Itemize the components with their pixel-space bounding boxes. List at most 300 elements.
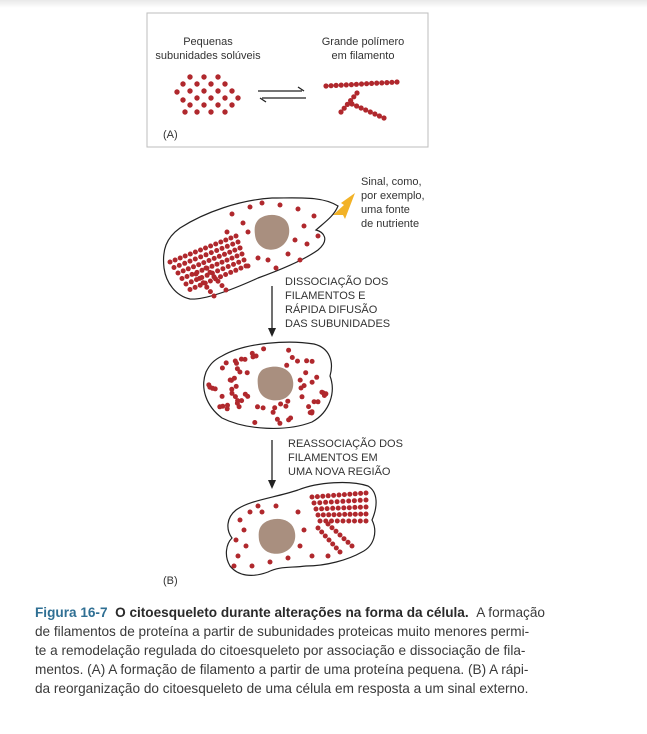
subunit-dot: [323, 500, 328, 505]
subunit-dot: [228, 378, 233, 383]
subunit-dot: [359, 81, 364, 86]
subunit-dot: [286, 252, 291, 257]
dissociation-label-line2: FILAMENTOS E: [285, 290, 366, 302]
subunit-dot: [237, 370, 242, 375]
subunit-dot: [236, 260, 241, 265]
subunit-dot: [180, 97, 185, 102]
subunit-dot: [180, 276, 185, 281]
subunit-dot: [232, 248, 237, 253]
subunit-dot: [315, 494, 320, 499]
subunit-dot: [335, 499, 340, 504]
subunit-dot: [194, 95, 199, 100]
panel-b-label: (B): [163, 575, 178, 587]
subunit-dot: [353, 491, 358, 496]
subunit-dot: [186, 266, 191, 271]
subunit-dot: [349, 82, 354, 87]
subunit-dot: [208, 81, 213, 86]
subunit-dot: [229, 102, 234, 107]
subunit-dot: [352, 498, 357, 503]
subunit-dot: [268, 560, 273, 565]
subunit-dot: [191, 264, 196, 269]
subunit-dot: [181, 268, 186, 273]
subunit-dot: [277, 421, 282, 426]
subunit-dot: [233, 268, 238, 273]
signal-label-line4: de nutriente: [361, 218, 420, 230]
subunit-dot: [330, 542, 335, 547]
subunit-dot: [220, 266, 225, 271]
subunit-dot: [316, 513, 321, 518]
subunit-dot: [198, 248, 203, 253]
subunit-dot: [329, 83, 334, 88]
subunit-dot: [323, 83, 328, 88]
subunit-dot: [194, 272, 199, 277]
subunit-dot: [342, 492, 347, 497]
subunit-dot: [215, 268, 220, 273]
subunit-dot: [174, 89, 179, 94]
subunit-dot: [312, 214, 317, 219]
subunit-dot: [285, 399, 290, 404]
subunit-dot: [187, 102, 192, 107]
reassociation-label-line3: UMA NOVA REGIÃO: [288, 466, 391, 478]
subunit-dot: [317, 500, 322, 505]
subunit-dot: [327, 538, 332, 543]
subunit-dot: [193, 257, 198, 262]
panel-a-frame: [147, 13, 428, 147]
signal-label-line1: Sinal, como,: [361, 176, 422, 188]
subunit-dot: [207, 258, 212, 263]
subunits-label-line2: subunidades solúveis: [155, 50, 261, 62]
subunit-dot: [348, 512, 353, 517]
subunit-dot: [272, 405, 277, 410]
subunit-dot: [319, 530, 324, 535]
step-arrow-2: [268, 440, 276, 489]
polymer-label-line1: Grande polímero: [321, 36, 405, 48]
subunit-dot: [261, 405, 266, 410]
subunit-dot: [364, 512, 369, 517]
subunit-dot: [212, 256, 217, 261]
subunit-dot: [316, 399, 321, 404]
subunit-dot: [334, 546, 339, 551]
subunit-dot: [337, 512, 342, 517]
subunit-dot: [201, 88, 206, 93]
subunit-dot: [212, 294, 217, 299]
cell-2-nucleus: [258, 367, 294, 401]
subunit-dot: [347, 492, 352, 497]
subunit-dot: [218, 240, 223, 245]
dissociation-label-line1: DISSOCIAÇÃO DOS: [285, 276, 389, 288]
subunit-dot: [230, 242, 235, 247]
subunit-dot: [198, 254, 203, 259]
subunit-dot: [261, 346, 266, 351]
subunit-dot: [223, 238, 228, 243]
signal-label-line3: uma fonte: [361, 204, 410, 216]
subunit-dot: [204, 252, 209, 257]
subunit-dot: [341, 519, 346, 524]
panel-b: [163, 176, 425, 587]
subunit-dot: [293, 238, 298, 243]
subunit-dot: [231, 262, 236, 267]
subunit-dot: [303, 370, 308, 375]
subunit-dot: [295, 359, 300, 364]
subunit-dot: [353, 512, 358, 517]
subunit-dot: [234, 538, 239, 543]
subunit-dot: [238, 246, 243, 251]
caption-line-3: te a remodelação regulada do citoesqueleto por associação e dissociação de fila-: [35, 643, 526, 658]
subunit-dot: [320, 494, 325, 499]
subunit-dot: [208, 109, 213, 114]
subunit-dot: [213, 242, 218, 247]
subunit-dot: [204, 285, 209, 290]
subunit-dot: [212, 274, 217, 279]
subunit-dot: [229, 88, 234, 93]
subunit-dot: [286, 556, 291, 561]
subunit-dot: [352, 505, 357, 510]
subunit-dot: [248, 205, 253, 210]
subunit-dot: [314, 375, 319, 380]
subunit-dot: [284, 363, 289, 368]
subunit-dot: [189, 279, 194, 284]
subunit-dot: [234, 234, 239, 239]
subunit-dot: [252, 420, 257, 425]
subunit-dot: [363, 107, 368, 112]
subunit-dot: [339, 83, 344, 88]
subunit-dot: [182, 109, 187, 114]
subunit-dot: [298, 258, 303, 263]
subunit-dot: [316, 526, 321, 531]
subunit-dot: [350, 544, 355, 549]
subunit-dot: [222, 252, 227, 257]
subunit-dot: [346, 499, 351, 504]
subunit-dot: [177, 263, 182, 268]
subunit-dot: [183, 254, 188, 259]
cell-3-nucleus: [259, 519, 296, 554]
figure-title: O citoesqueleto durante alterações na forma da célula.: [115, 605, 469, 620]
subunit-dot: [238, 518, 243, 523]
subunit-dot: [338, 550, 343, 555]
subunit-dot: [364, 498, 369, 503]
subunit-dot: [271, 410, 276, 415]
subunit-dot: [326, 493, 331, 498]
caption-text-1: A formação: [476, 605, 545, 620]
subunit-dot: [243, 392, 248, 397]
subunit-dot: [296, 510, 301, 515]
caption-line-2: de filamentos de proteína a partir de subunidades proteicas muito menores permi-: [35, 624, 530, 639]
subunit-dot: [352, 519, 357, 524]
subunit-dot: [266, 258, 271, 263]
subunit-dot: [245, 370, 250, 375]
subunit-dot: [341, 505, 346, 510]
panel-a-label: (A): [163, 129, 178, 141]
subunit-dot: [224, 360, 229, 365]
reassociation-label-line1: REASSOCIAÇÃO DOS: [288, 438, 403, 450]
subunit-dot: [358, 505, 363, 510]
subunit-dot: [244, 544, 249, 549]
subunit-dot: [274, 504, 279, 509]
subunit-dot: [227, 250, 232, 255]
subunit-dot: [242, 528, 247, 533]
subunit-dot: [346, 519, 351, 524]
subunit-dot: [235, 254, 240, 259]
subunit-dot: [180, 81, 185, 86]
dissociation-label-line3: RÁPIDA DIFUSÃO: [285, 304, 378, 316]
subunit-dot: [299, 386, 304, 391]
subunit-dot: [354, 103, 359, 108]
subunit-dot: [298, 544, 303, 549]
subunit-dot: [209, 250, 214, 255]
dissociation-label-line4: DAS SUBUNIDADES: [285, 318, 391, 330]
subunit-dot: [296, 207, 301, 212]
subunit-dot: [243, 357, 248, 362]
subunit-dot: [278, 402, 283, 407]
subunit-dot: [310, 380, 315, 385]
subunit-dot: [316, 234, 321, 239]
subunit-dot: [201, 102, 206, 107]
subunit-dot: [358, 519, 363, 524]
subunit-dot: [217, 404, 222, 409]
subunit-dot: [187, 74, 192, 79]
subunit-dot: [188, 259, 193, 264]
subunit-dot: [204, 266, 209, 271]
subunit-dot: [358, 512, 363, 517]
subunit-dot: [214, 248, 219, 253]
subunit-dot: [225, 230, 230, 235]
subunit-dot: [346, 540, 351, 545]
subunit-dot: [222, 81, 227, 86]
subunit-dot: [201, 280, 206, 285]
subunit-dot: [220, 260, 225, 265]
subunit-dot: [250, 351, 255, 356]
subunit-dot: [188, 287, 193, 292]
subunit-dot: [239, 398, 244, 403]
subunit-dot: [354, 82, 359, 87]
panel-a: [147, 13, 428, 147]
subunit-dot: [182, 261, 187, 266]
subunit-dot: [306, 404, 311, 409]
subunit-dot: [241, 221, 246, 226]
subunit-dot: [230, 212, 235, 217]
subunit-dot: [176, 271, 181, 276]
subunit-dot: [226, 264, 231, 269]
subunit-dot: [319, 390, 324, 395]
subunit-dot: [188, 252, 193, 257]
subunit-dot: [288, 416, 293, 421]
subunit-dot: [215, 102, 220, 107]
subunit-dot: [290, 355, 295, 360]
subunit-dot: [196, 262, 201, 267]
subunit-dot: [260, 201, 265, 206]
subunit-dot: [203, 246, 208, 251]
subunit-dot: [305, 242, 310, 247]
caption-line-5: da reorganização do citoesqueleto de uma célula em resposta a um sinal externo.: [35, 681, 529, 696]
subunit-dot: [374, 81, 379, 86]
subunit-dot: [260, 510, 265, 515]
subunit-dot: [377, 113, 382, 118]
subunit-dot: [335, 519, 340, 524]
subunit-dot: [330, 506, 335, 511]
subunit-dot: [217, 254, 222, 259]
subunit-dot: [225, 244, 230, 249]
subunit-dot: [185, 274, 190, 279]
signal-label-line2: por exemplo,: [361, 190, 425, 202]
subunit-dot: [347, 505, 352, 510]
subunit-dot: [364, 81, 369, 86]
subunit-dot: [274, 266, 279, 271]
subunit-dot: [197, 276, 202, 281]
subunit-dot: [302, 528, 307, 533]
subunit-dot: [337, 493, 342, 498]
subunit-dot: [334, 83, 339, 88]
subunit-dot: [248, 510, 253, 515]
subunit-dot: [310, 495, 315, 500]
subunit-dot: [368, 109, 373, 114]
subunit-dot: [238, 266, 243, 271]
subunit-dot: [216, 279, 221, 284]
subunit-dot: [184, 282, 189, 287]
subunit-dot: [384, 80, 389, 85]
subunit-dot: [389, 80, 394, 85]
cell-3-membrane: [226, 483, 376, 576]
subunit-dot: [331, 493, 336, 498]
subunit-dot: [310, 359, 315, 364]
subunit-dot: [208, 95, 213, 100]
subunit-dot: [286, 348, 291, 353]
subunit-dot: [236, 554, 241, 559]
subunit-dot: [215, 88, 220, 93]
subunit-dot: [342, 512, 347, 517]
subunit-dot: [225, 258, 230, 263]
subunit-dot: [228, 236, 233, 241]
subunit-dot: [220, 246, 225, 251]
subunit-dot: [302, 224, 307, 229]
subunit-dot: [193, 285, 198, 290]
subunit-dot: [332, 512, 337, 517]
subunit-dot: [220, 366, 225, 371]
subunit-dot: [222, 95, 227, 100]
subunit-dot: [232, 564, 237, 569]
subunit-dot: [325, 506, 330, 511]
subunit-dot: [201, 260, 206, 265]
subunit-dot: [246, 264, 251, 269]
subunit-dot: [234, 384, 239, 389]
subunit-dot: [278, 203, 283, 208]
subunit-dot: [310, 554, 315, 559]
subunit-dot: [364, 505, 369, 510]
subunit-dot: [326, 554, 331, 559]
subunit-dot: [208, 244, 213, 249]
caption-line-4: mentos. (A) A formação de filamento a partir de uma proteína pequena. (B) A rápi-: [35, 662, 529, 677]
subunit-dot: [173, 258, 178, 263]
subunit-dot: [172, 265, 177, 270]
subunit-dot: [255, 404, 260, 409]
subunit-dot: [394, 79, 399, 84]
subunit-dot: [230, 256, 235, 261]
subunit-dot: [283, 404, 288, 409]
subunit-dot: [256, 504, 261, 509]
subunit-dot: [381, 115, 386, 120]
subunit-dot: [334, 529, 339, 534]
subunit-dot: [218, 274, 223, 279]
subunit-dot: [236, 240, 241, 245]
subunit-dot: [300, 394, 305, 399]
subunit-dot: [323, 534, 328, 539]
subunit-dot: [223, 272, 228, 277]
subunit-dot: [250, 564, 255, 569]
subunit-dot: [338, 109, 343, 114]
subunit-dot: [256, 256, 261, 261]
cell-dissociated: [204, 342, 333, 428]
subunit-dot: [215, 74, 220, 79]
subunit-dot: [168, 260, 173, 265]
subunit-dot: [310, 409, 315, 414]
subunit-dot: [329, 500, 334, 505]
subunit-dot: [338, 533, 343, 538]
subunit-dot: [225, 403, 230, 408]
subunit-dot: [349, 101, 354, 106]
subunit-dot: [364, 491, 369, 496]
subunit-dot: [207, 385, 212, 390]
subunit-dot: [326, 512, 331, 517]
subunit-dot: [246, 230, 251, 235]
cell-reassociated: [226, 483, 376, 576]
subunit-dot: [235, 95, 240, 100]
subunit-dot: [330, 525, 335, 530]
subunit-dot: [208, 279, 213, 284]
subunit-dot: [193, 250, 198, 255]
subunit-dot: [210, 264, 215, 269]
subunit-dot: [304, 358, 309, 363]
subunit-dot: [178, 256, 183, 261]
subunit-dot: [326, 522, 331, 527]
reassociation-label-line2: FILAMENTOS EM: [288, 452, 378, 464]
subunit-dot: [222, 109, 227, 114]
subunit-dot: [372, 111, 377, 116]
figure-caption: [35, 603, 627, 698]
subunit-dot: [344, 82, 349, 87]
subunit-dot: [298, 378, 303, 383]
subunit-dot: [359, 105, 364, 110]
caption-line-1: [35, 603, 627, 622]
subunit-dot: [201, 74, 206, 79]
subunit-dot: [220, 394, 225, 399]
subunit-dot: [215, 262, 220, 267]
subunit-dot: [240, 252, 245, 257]
subunit-dot: [228, 270, 233, 275]
polymer-label-line2: em filamento: [331, 50, 395, 62]
subunit-dot: [314, 507, 319, 512]
subunit-dot: [208, 289, 213, 294]
subunit-dot: [208, 270, 213, 275]
step-arrow-1: [268, 286, 276, 337]
subunit-dot: [342, 536, 347, 541]
subunit-dot: [194, 109, 199, 114]
subunit-dot: [242, 258, 247, 263]
subunit-dot: [230, 391, 235, 396]
subunit-dot: [233, 359, 238, 364]
subunit-dot: [194, 81, 199, 86]
subunit-dot: [319, 506, 324, 511]
subunit-dot: [358, 498, 363, 503]
subunit-dot: [187, 88, 192, 93]
figure-label: Figura 16-7: [35, 605, 108, 620]
subunit-dot: [321, 512, 326, 517]
subunit-dot: [358, 491, 363, 496]
subunit-dot: [340, 499, 345, 504]
subunit-dot: [318, 519, 323, 524]
subunits-label-line1: Pequenas: [183, 36, 233, 48]
subunit-dot: [224, 288, 229, 293]
subunit-dot: [336, 506, 341, 511]
subunit-dot: [312, 501, 317, 506]
